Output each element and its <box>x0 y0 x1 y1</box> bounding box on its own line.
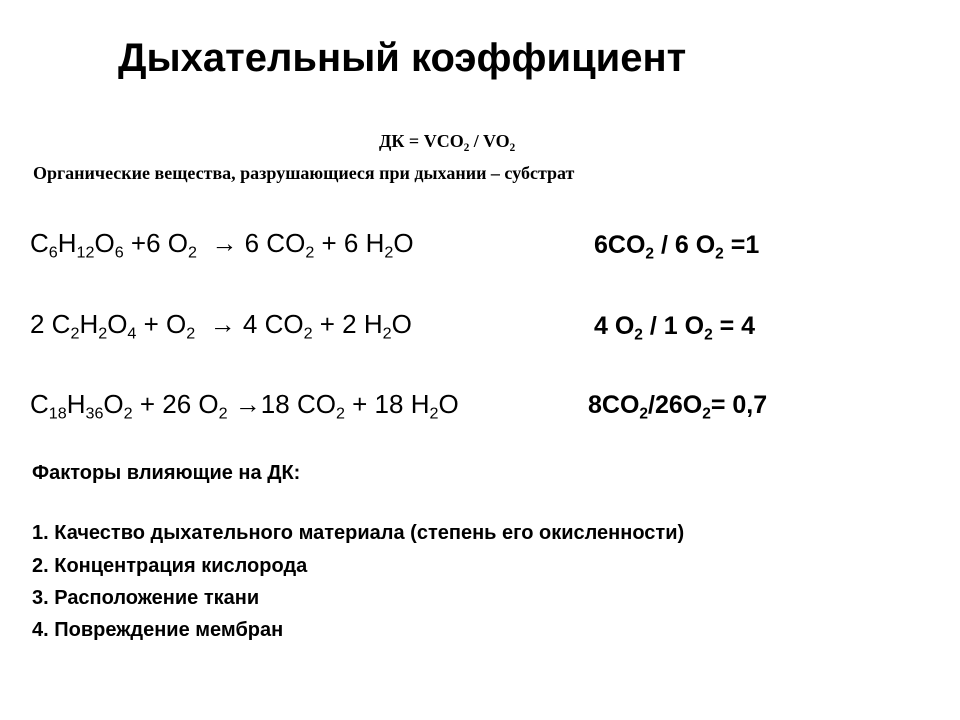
equation-oxalic-acid: 2 $C_2H_2O_4 + O_2 \to 4$ $CO_2 + 2$ $H_2O$ <box>30 309 412 343</box>
slide-title: Дыхательный коэффициент <box>118 36 687 80</box>
factor-item: 2. Концентрация кислорода <box>32 555 308 577</box>
respiratory-quotient-formula: ДК = $VCO_2 / VO_2$ <box>379 131 516 154</box>
equation-stearic-acid: $C_{18}H_{36}O_2 + 26$ $O_2 \to 18$ $CO_2 + 18$ $H_2O$ <box>30 389 459 423</box>
factor-item: 4. Повреждение мембран <box>32 619 284 641</box>
factor-item: 3. Расположение ткани <box>32 587 260 609</box>
ratio-oxalic-acid: 4 $O_2 / 1$ $O_2 = 4$ <box>594 312 756 344</box>
factor-item: 1. Качество дыхательного материала (степень его окисленности) <box>32 522 685 544</box>
equation-glucose: $C_6H_{12}O_6 +6$ $O_2 \to 6$ $CO_2 + 6$ $H_2O$ <box>30 228 414 262</box>
ratio-stearic-acid: $8CO_2/26O_2= 0,7$ <box>588 391 768 423</box>
factors-heading: Факторы влияющие на ДК: <box>32 462 301 484</box>
ratio-glucose: $6CO_2 / 6$ $O_2 =1$ <box>594 231 760 263</box>
substrate-note: Органические вещества, разрушающиеся при дыхании – субстрат <box>33 163 575 183</box>
